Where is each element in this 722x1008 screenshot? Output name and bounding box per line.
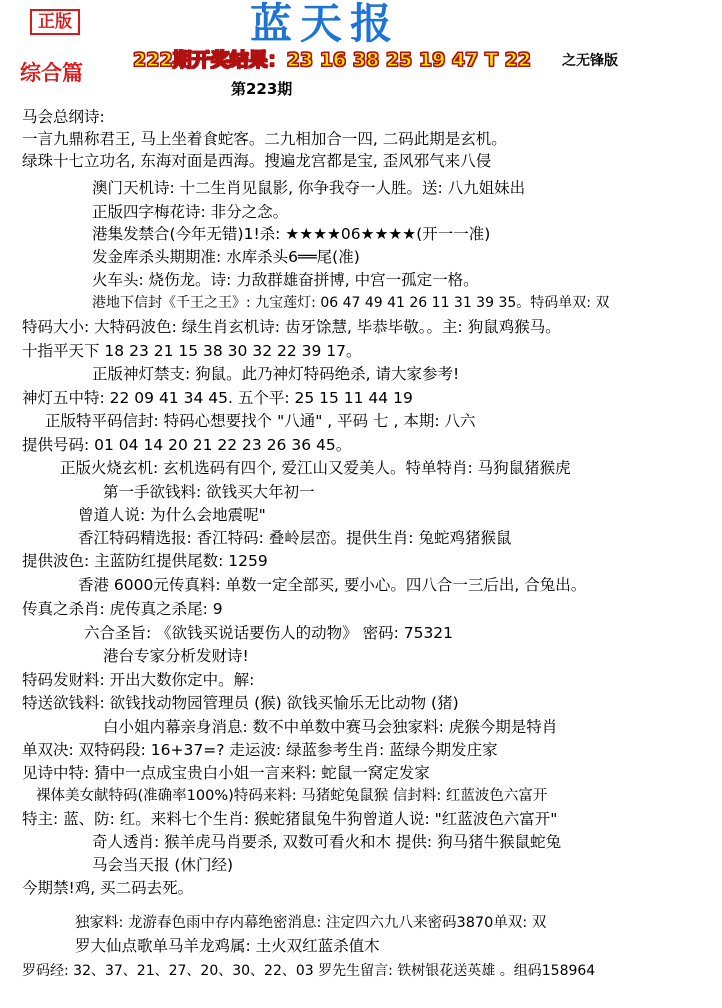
text-line: 正版火烧玄机: 玄机选码有四个, 爱江山又爱美人。特单特肖: 马狗鼠猪猴虎 <box>60 459 571 477</box>
text-line: 绿珠十七立功名, 东海对面是西海。搜遍龙宫都是宝, 歪风邪气来八侵 <box>22 152 492 170</box>
text-line: 见诗中特: 猜中一点成宝贵白小姐一言来料: 蛇鼠一窝定发家 <box>22 764 430 782</box>
text-line: 罗码经: 32、37、21、27、20、30、22、03 罗先生留言: 铁树银花送英雄 。组码158964 <box>22 963 596 979</box>
edition-label: 之无锋版 <box>562 53 618 69</box>
text-line: 十指平天下 18 23 21 15 38 30 32 22 39 17。 <box>22 342 362 360</box>
issue-number: 第223期 <box>231 80 293 98</box>
text-line: 正版特平码信封: 特码心想要找个 "八通" , 平码 七 , 本期: 八六 <box>45 412 476 430</box>
text-line: 白小姐内幕亲身消息: 数不中单数中赛马会独家料: 虎猴今期是特肖 <box>103 718 558 736</box>
text-line: 香江特码精选报: 香江特码: 叠岭层峦。提供生肖: 兔蛇鸡猪猴鼠 <box>78 529 512 547</box>
newspaper-masthead: 蓝天报 <box>250 0 401 48</box>
text-line: 正版神灯禁支: 狗鼠。此乃神灯特码绝杀, 请大家参考! <box>92 365 460 383</box>
text-line: 提供号码: 01 04 14 20 21 22 23 26 36 45。 <box>22 436 352 454</box>
text-line: 正版四字梅花诗: 非分之念。 <box>92 203 289 221</box>
text-line: 发金库杀头期期准: 水库杀头6══尾(准) <box>92 248 360 266</box>
text-line: 火车头: 烧伤龙。诗: 力敌群雄奋拼博, 中宫一孤定一格。 <box>92 271 479 289</box>
text-line: 一言九鼎称君王, 马上坐着食蛇客。二九相加合一四, 二码此期是玄机。 <box>22 130 507 148</box>
text-line: 特送欲钱料: 欲钱找动物园管理员 (猴) 欲钱买愉乐无比动物 (猪) <box>22 694 459 712</box>
text-line: 澳门天机诗: 十二生肖见鼠影, 你争我夺一人胜。送: 八九姐妹出 <box>92 179 526 197</box>
draw-result-banner: 222期开奖结果：23 16 38 25 19 47 T 22 <box>133 49 532 71</box>
text-line: 奇人透肖: 猴羊虎马肖要杀, 双数可看火和木 提供: 狗马猪牛猴鼠蛇兔 <box>92 833 562 851</box>
text-line: 特码发财料: 开出大数你定中。解: <box>22 671 255 689</box>
text-line: 港台专家分析发财诗! <box>103 647 249 665</box>
text-line: 特码大小: 大特码波色: 绿生肖玄机诗: 齿牙馀慧, 毕恭毕敬。。主: 狗鼠鸡猴马。 <box>22 318 561 336</box>
text-line: 香港 6000元传真料: 单数一定全部买, 要小心。四八合一三后出, 合兔出。 <box>78 576 587 594</box>
section-title: 综合篇 <box>20 60 83 85</box>
text-line: 传真之杀肖: 虎传真之杀尾: 9 <box>22 600 223 618</box>
text-line: 马会总纲诗: <box>22 108 105 126</box>
genuine-edition-stamp: 正版 <box>30 9 80 35</box>
text-line: 六合圣旨: 《欲钱买说话要伤人的动物》 密码: 75321 <box>84 624 454 642</box>
text-line: 曾道人说: 为什么会地震呢" <box>78 506 266 524</box>
text-line: 神灯五中特: 22 09 41 34 45. 五个平: 25 15 11 44 19 <box>22 389 413 407</box>
text-line: 港集发禁合(今年无错)1!杀: ★★★★06★★★★(开一一准) <box>92 225 491 243</box>
text-line: 提供波色: 主蓝防红提供尾数: 1259 <box>22 552 268 570</box>
text-line: 特主: 蓝、防: 红。来料七个生肖: 猴蛇猪鼠兔牛狗曾道人说: "红蓝波色六富开" <box>22 810 558 828</box>
text-line: 罗大仙点歌单马羊龙鸡属: 土火双红蓝杀值木 <box>75 937 380 955</box>
text-line: 港地下信封《千王之王》: 九宝莲灯: 06 47 49 41 26 11 31 39 35。特码单双: 双 <box>92 295 610 311</box>
text-line: 第一手欲钱料: 欲钱买大年初一 <box>103 483 315 501</box>
text-line: 马会当天报 (休门经) <box>92 856 234 874</box>
text-line: 单双决: 双特码段: 16+37=? 走运波: 绿蓝参考生肖: 蓝绿今期发庄家 <box>22 741 498 759</box>
text-line: 今期禁!鸡, 买二码去死。 <box>22 879 194 897</box>
text-line: 独家料: 龙游春色雨中存内幕绝密消息: 注定四六九八来密码3870单双: 双 <box>75 915 547 931</box>
text-line: 裸体美女献特码(准确率100%)特码来料: 马猪蛇兔鼠猴 信封料: 红蓝波色六富开 <box>36 788 548 804</box>
